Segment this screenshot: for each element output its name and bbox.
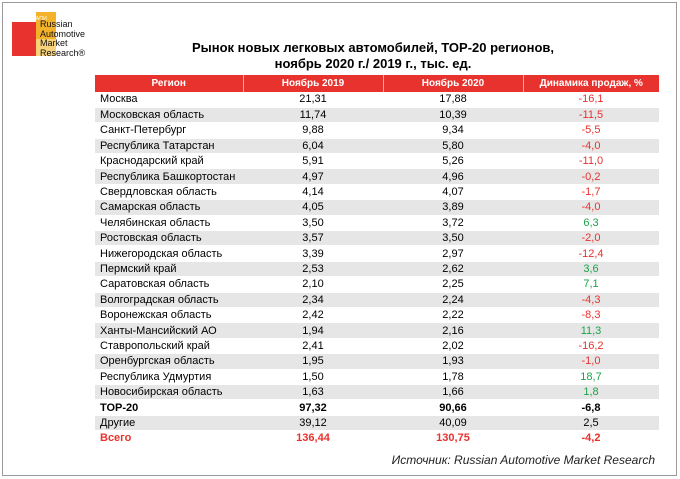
cell-nov-2019: 3,50 xyxy=(243,215,383,230)
cell-nov-2020: 3,89 xyxy=(383,200,523,215)
cell-region: Новосибирская область xyxy=(95,384,243,399)
report-frame xyxy=(2,2,677,476)
table-row xyxy=(95,169,659,184)
cell-region: Воронежская область xyxy=(95,307,243,322)
cell-nov-2020: 17,88 xyxy=(383,92,523,107)
source-note: Источник: Russian Automotive Market Research xyxy=(391,453,655,467)
table-row xyxy=(95,323,659,338)
cell-nov-2020: 90,66 xyxy=(383,400,523,415)
cell-change: -11,5 xyxy=(523,107,659,122)
table-row xyxy=(95,261,659,276)
table-row xyxy=(95,277,659,292)
cell-change: -4,0 xyxy=(523,138,659,153)
cell-change: -6,8 xyxy=(523,400,659,415)
table-row xyxy=(95,231,659,246)
header-change: Динамика продаж, % xyxy=(523,75,659,92)
cell-nov-2020: 2,22 xyxy=(383,307,523,322)
header-region: Регион xyxy=(95,75,243,92)
cell-nov-2019: 4,14 xyxy=(243,184,383,199)
cell-nov-2020: 1,93 xyxy=(383,354,523,369)
cell-nov-2019: 2,34 xyxy=(243,292,383,307)
cell-nov-2020: 40,09 xyxy=(383,415,523,430)
table-row xyxy=(95,215,659,230)
table-row xyxy=(95,138,659,153)
cell-region: Ставропольский край xyxy=(95,338,243,353)
cell-change: -8,3 xyxy=(523,307,659,322)
cell-nov-2019: 4,97 xyxy=(243,169,383,184)
company-logo xyxy=(12,12,102,72)
cell-change: -5,5 xyxy=(523,123,659,138)
cell-nov-2020: 1,78 xyxy=(383,369,523,384)
cell-nov-2020: 130,75 xyxy=(383,431,523,446)
table-row xyxy=(95,384,659,399)
cell-region: Санкт-Петербург xyxy=(95,123,243,138)
cell-change: 3,6 xyxy=(523,261,659,276)
header-nov-2019: Ноябрь 2019 xyxy=(243,75,383,92)
cell-change: -4,2 xyxy=(523,431,659,446)
table-row xyxy=(95,369,659,384)
cell-region: Республика Башкортостан xyxy=(95,169,243,184)
cell-nov-2020: 4,96 xyxy=(383,169,523,184)
cell-nov-2020: 5,26 xyxy=(383,154,523,169)
regions-table xyxy=(95,75,659,446)
cell-nov-2019: 9,88 xyxy=(243,123,383,138)
cell-nov-2019: 21,31 xyxy=(243,92,383,107)
cell-region: Свердловская область xyxy=(95,184,243,199)
cell-change: -4,0 xyxy=(523,200,659,215)
cell-region: ТОР-20 xyxy=(95,400,243,415)
cell-region: Пермский край xyxy=(95,261,243,276)
table-row xyxy=(95,431,659,446)
cell-region: Краснодарский край xyxy=(95,154,243,169)
cell-region: Москва xyxy=(95,92,243,107)
cell-nov-2019: 3,39 xyxy=(243,246,383,261)
cell-nov-2020: 5,80 xyxy=(383,138,523,153)
cell-change: 2,5 xyxy=(523,415,659,430)
table-row xyxy=(95,184,659,199)
header-nov-2020: Ноябрь 2020 xyxy=(383,75,523,92)
cell-nov-2020: 1,66 xyxy=(383,384,523,399)
cell-nov-2020: 4,07 xyxy=(383,184,523,199)
cell-nov-2019: 1,50 xyxy=(243,369,383,384)
table-header-row xyxy=(95,75,659,92)
cell-nov-2020: 9,34 xyxy=(383,123,523,138)
cell-region: Челябинская область xyxy=(95,215,243,230)
cell-change: -1,7 xyxy=(523,184,659,199)
cell-change: -0,2 xyxy=(523,169,659,184)
cell-nov-2019: 3,57 xyxy=(243,231,383,246)
logo-tag: НАПИ xyxy=(32,16,47,22)
cell-region: Республика Удмуртия xyxy=(95,369,243,384)
cell-change: -11,0 xyxy=(523,154,659,169)
cell-change: -12,4 xyxy=(523,246,659,261)
cell-change: 6,3 xyxy=(523,215,659,230)
table-row xyxy=(95,123,659,138)
cell-change: 7,1 xyxy=(523,277,659,292)
cell-region: Московская область xyxy=(95,107,243,122)
cell-nov-2020: 2,24 xyxy=(383,292,523,307)
table-body xyxy=(95,92,659,446)
logo-red-block xyxy=(12,22,36,56)
cell-nov-2020: 3,72 xyxy=(383,215,523,230)
cell-nov-2020: 2,97 xyxy=(383,246,523,261)
cell-region: Ростовская область xyxy=(95,231,243,246)
cell-nov-2019: 2,53 xyxy=(243,261,383,276)
cell-nov-2019: 136,44 xyxy=(243,431,383,446)
cell-nov-2019: 6,04 xyxy=(243,138,383,153)
table-row xyxy=(95,354,659,369)
cell-nov-2019: 5,91 xyxy=(243,154,383,169)
table-row xyxy=(95,338,659,353)
table-row xyxy=(95,200,659,215)
cell-nov-2019: 97,32 xyxy=(243,400,383,415)
cell-nov-2020: 2,16 xyxy=(383,323,523,338)
table-row xyxy=(95,246,659,261)
cell-region: Оренбургская область xyxy=(95,354,243,369)
table-row xyxy=(95,107,659,122)
cell-change: 18,7 xyxy=(523,369,659,384)
table-row xyxy=(95,400,659,415)
table-row xyxy=(95,92,659,107)
cell-nov-2020: 10,39 xyxy=(383,107,523,122)
cell-region: Волгоградская область xyxy=(95,292,243,307)
cell-change: -4,3 xyxy=(523,292,659,307)
table-row xyxy=(95,292,659,307)
cell-change: -2,0 xyxy=(523,231,659,246)
cell-region: Саратовская область xyxy=(95,277,243,292)
table-row xyxy=(95,307,659,322)
cell-nov-2019: 1,95 xyxy=(243,354,383,369)
cell-region: Республика Татарстан xyxy=(95,138,243,153)
cell-region: Всего xyxy=(95,431,243,446)
cell-nov-2020: 2,02 xyxy=(383,338,523,353)
cell-change: -1,0 xyxy=(523,354,659,369)
cell-nov-2019: 1,63 xyxy=(243,384,383,399)
cell-nov-2020: 3,50 xyxy=(383,231,523,246)
cell-nov-2019: 2,42 xyxy=(243,307,383,322)
cell-nov-2020: 2,25 xyxy=(383,277,523,292)
cell-nov-2019: 39,12 xyxy=(243,415,383,430)
cell-nov-2019: 4,05 xyxy=(243,200,383,215)
cell-nov-2019: 1,94 xyxy=(243,323,383,338)
title-line-2: ноябрь 2020 г./ 2019 г., тыс. ед. xyxy=(274,56,472,71)
cell-region: Нижегородская область xyxy=(95,246,243,261)
report-title xyxy=(113,40,633,72)
cell-region: Самарская область xyxy=(95,200,243,215)
cell-nov-2020: 2,62 xyxy=(383,261,523,276)
cell-nov-2019: 2,41 xyxy=(243,338,383,353)
table-row xyxy=(95,154,659,169)
cell-region: Другие xyxy=(95,415,243,430)
cell-change: -16,2 xyxy=(523,338,659,353)
logo-brand-text: Russian Automotive Market Research® xyxy=(40,19,86,58)
cell-nov-2019: 2,10 xyxy=(243,277,383,292)
cell-change: -16,1 xyxy=(523,92,659,107)
cell-nov-2019: 11,74 xyxy=(243,107,383,122)
cell-change: 11,3 xyxy=(523,323,659,338)
table-row xyxy=(95,415,659,430)
cell-region: Ханты-Мансийский АО xyxy=(95,323,243,338)
title-line-1: Рынок новых легковых автомобилей, ТОР-20 регионов, xyxy=(191,40,555,55)
cell-change: 1,8 xyxy=(523,384,659,399)
